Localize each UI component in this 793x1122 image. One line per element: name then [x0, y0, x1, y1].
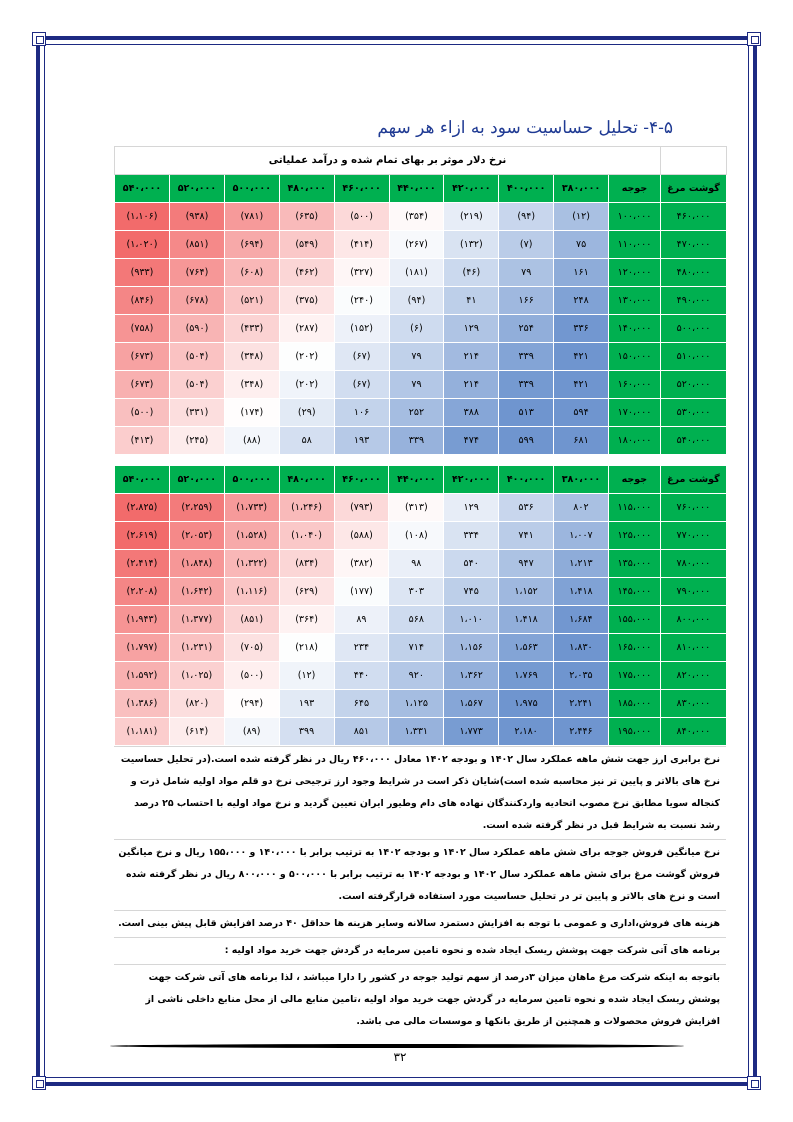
table-cell: (۵۰۰)	[115, 399, 170, 427]
table-cell: (۱،۹۴۳)	[115, 606, 170, 634]
table-cell: (۱۷۴)	[224, 399, 279, 427]
table-cell: ۹۲۰	[389, 662, 444, 690]
table-cell: (۹۳۸)	[170, 203, 225, 231]
table-caption: نرخ دلار موثر بر بهای تمام شده و درآمد عملیاتی	[115, 147, 661, 175]
table-cell: (۲۹)	[279, 399, 334, 427]
table-cell: ۲۵۴	[499, 315, 554, 343]
sensitivity-table-2	[114, 465, 727, 746]
table-cell: (۲۹۴)	[224, 690, 279, 718]
table-cell: (۵۰۴)	[170, 371, 225, 399]
table-row	[115, 634, 727, 662]
table-cell: (۴۱۳)	[115, 427, 170, 455]
corner-ornament	[747, 32, 761, 46]
table-cell: (۳۴۸)	[224, 343, 279, 371]
table-cell: (۷۹۳)	[334, 494, 389, 522]
table-cell: (۹۴)	[499, 203, 554, 231]
row-meat-price: ۵۳۰،۰۰۰	[661, 399, 727, 427]
table-cell: (۱،۷۹۷)	[115, 634, 170, 662]
note-paragraph: باتوجه به اینکه شرکت مرغ ماهان میزان ۳درصد از سهم تولید جوجه در کشور را دارا میباشد ، لذا برنامه های آتی شرکت جهت پوشش ریسک ایجاد شده و نحوه تامین سرمایه در گردش جهت خرید مواد اولیه ،تامین منابع مالی از محل منابع داخلی ناشی از افزایش فروش محصولات و همچنین از طریق بانکها و موسسات مالی می باشد.	[114, 964, 726, 1035]
corner-ornament	[32, 32, 46, 46]
row-chick-price: ۱۵۵،۰۰۰	[608, 606, 660, 634]
table-cell: (۵۲۱)	[224, 287, 279, 315]
column-header: ۴۲۰،۰۰۰	[444, 175, 499, 203]
table-cell: (۵۸۸)	[334, 522, 389, 550]
table-cell: ۳۳۹	[499, 371, 554, 399]
table-cell: (۷۰۵)	[224, 634, 279, 662]
row-meat-price: ۸۳۰،۰۰۰	[660, 690, 726, 718]
table-cell: ۱۰۶	[334, 399, 389, 427]
table-cell: ۲۳۴	[334, 634, 389, 662]
table-cell: (۱،۳۷۷)	[169, 606, 224, 634]
table-cell: ۶۴۵	[334, 690, 389, 718]
table-cell: ۶۸۱	[554, 427, 609, 455]
table-cell: (۶۷۳)	[115, 343, 170, 371]
table-cell: ۱،۱۵۲	[499, 578, 554, 606]
row-chick-price: ۱۶۰،۰۰۰	[609, 371, 661, 399]
table-cell: ۱،۴۱۸	[499, 606, 554, 634]
table-cell: ۱،۳۶۲	[444, 662, 499, 690]
table-row	[115, 399, 727, 427]
table-row	[115, 522, 727, 550]
row-meat-price: ۷۶۰،۰۰۰	[660, 494, 726, 522]
table-cell: ۲۱۴	[444, 371, 499, 399]
table-cell: (۴۶)	[444, 259, 499, 287]
table-cell: (۱،۰۲۰)	[115, 231, 170, 259]
table-cell: ۲،۲۴۱	[554, 690, 609, 718]
corner-ornament	[747, 1076, 761, 1090]
table-cell: (۵۰۰)	[224, 662, 279, 690]
table-cell: (۳۴۸)	[224, 371, 279, 399]
table-cell: ۸۹	[334, 606, 389, 634]
table-row	[115, 371, 727, 399]
table-cell: ۵۸	[279, 427, 334, 455]
table-cell: (۲۰۲)	[279, 371, 334, 399]
table-cell: ۱،۲۱۳	[554, 550, 609, 578]
table-cell: (۳۳۱)	[170, 399, 225, 427]
table-cell: (۱،۰۴۰)	[279, 522, 334, 550]
note-paragraph: نرخ میانگین فروش جوجه برای شش ماهه عملکرد سال ۱۴۰۲ و بودجه ۱۴۰۲ به ترتیب برابر با ۱۴۰،۰۰۰ و ۱۵۵،۰۰۰ ریال و نرخ میانگین فروش گوشت مرغ برای شش ماهه عملکرد سال ۱۴۰۲ و بودجه ۱۴۰۲ به ترتیب برابر با ۵۰۰،۰۰۰ و ۸۰۰،۰۰۰ ریال در نظر گرفته شده است و نرخ های بالاتر و پایین تر در تحلیل حساسیت مورد استفاده قرارگرفته است.	[114, 839, 726, 910]
table-cell: (۸۴۶)	[115, 287, 170, 315]
caption-row	[115, 147, 727, 175]
row-meat-price: ۴۹۰،۰۰۰	[661, 287, 727, 315]
table-cell: (۲۸۷)	[279, 315, 334, 343]
table-cell: ۷۴۱	[499, 522, 554, 550]
column-header: ۴۰۰،۰۰۰	[499, 466, 554, 494]
table-cell: (۹۴)	[389, 287, 444, 315]
table-cell: ۹۸	[389, 550, 444, 578]
table-cell: ۲۴۸	[554, 287, 609, 315]
note-paragraph: هزینه های فروش،اداری و عمومی با توجه به افزایش دستمزد سالانه وسایر هزینه ها حداقل ۴۰ درصد افزایش قابل پیش بینی است.	[114, 910, 726, 937]
column-header: ۴۲۰،۰۰۰	[444, 466, 499, 494]
table-cell: ۵۹۹	[499, 427, 554, 455]
table-cell: (۱،۵۲۸)	[224, 522, 279, 550]
table-cell: (۱،۵۹۲)	[115, 662, 170, 690]
table-cell: ۷۴۵	[444, 578, 499, 606]
table-cell: ۱،۰۰۷	[554, 522, 609, 550]
header-meat: گوشت مرغ	[660, 466, 726, 494]
table-cell: (۱،۳۲۲)	[224, 550, 279, 578]
table-cell: (۱،۷۳۳)	[224, 494, 279, 522]
table-cell: ۱،۷۷۳	[444, 718, 499, 746]
notes-section	[114, 746, 726, 1035]
table-cell: ۴۴۰	[334, 662, 389, 690]
table-cell: ۱،۱۵۶	[444, 634, 499, 662]
table-cell: (۶۷)	[334, 371, 389, 399]
table-cell: (۶۹۴)	[224, 231, 279, 259]
table-cell: ۷۵	[554, 231, 609, 259]
table-cell: (۱۲)	[554, 203, 609, 231]
table-cell: (۵۰۴)	[170, 343, 225, 371]
table-cell: (۲،۲۰۸)	[115, 578, 170, 606]
table-row	[115, 690, 727, 718]
row-chick-price: ۱۶۵،۰۰۰	[608, 634, 660, 662]
table-cell: ۱۲۹	[444, 494, 499, 522]
column-header: ۴۴۰،۰۰۰	[389, 175, 444, 203]
table-cell: (۳۷۵)	[279, 287, 334, 315]
table-cell: (۴۱۴)	[334, 231, 389, 259]
table-cell: ۱۶۶	[499, 287, 554, 315]
table-cell: (۲،۸۲۵)	[115, 494, 170, 522]
row-chick-price: ۱۲۵،۰۰۰	[608, 522, 660, 550]
table-cell: (۶۰۸)	[224, 259, 279, 287]
row-meat-price: ۴۶۰،۰۰۰	[661, 203, 727, 231]
row-meat-price: ۵۴۰،۰۰۰	[661, 427, 727, 455]
row-chick-price: ۱۱۰،۰۰۰	[609, 231, 661, 259]
table-cell: (۱۰۸)	[389, 522, 444, 550]
table-cell: (۲،۴۱۴)	[115, 550, 170, 578]
table-cell: ۳۹۹	[279, 718, 334, 746]
table-cell: ۱،۵۶۳	[499, 634, 554, 662]
table-cell: (۶۷۸)	[170, 287, 225, 315]
row-meat-price: ۸۰۰،۰۰۰	[660, 606, 726, 634]
table-cell: (۶۱۴)	[169, 718, 224, 746]
table-cell: ۳۰۳	[389, 578, 444, 606]
table-cell: ۱۹۳	[334, 427, 389, 455]
table-cell: (۶)	[389, 315, 444, 343]
table-cell: ۵۶۸	[389, 606, 444, 634]
table-cell: ۲،۴۴۶	[554, 718, 609, 746]
table-cell: (۱،۸۴۸)	[169, 550, 224, 578]
table-cell: (۱۷۷)	[334, 578, 389, 606]
table-cell: ۷۱۴	[389, 634, 444, 662]
column-header: ۵۲۰،۰۰۰	[170, 175, 225, 203]
table-row	[115, 203, 727, 231]
table-cell: ۵۱۳	[499, 399, 554, 427]
row-chick-price: ۱۱۵،۰۰۰	[608, 494, 660, 522]
table-cell: ۵۳۶	[499, 494, 554, 522]
table-cell: (۲،۶۱۹)	[115, 522, 170, 550]
row-meat-price: ۵۱۰،۰۰۰	[661, 343, 727, 371]
table-cell: ۲،۱۸۰	[499, 718, 554, 746]
table-row	[115, 494, 727, 522]
column-header: ۳۸۰،۰۰۰	[554, 466, 609, 494]
table-cell: ۴۱	[444, 287, 499, 315]
row-chick-price: ۱۴۵،۰۰۰	[608, 578, 660, 606]
row-chick-price: ۱۳۰،۰۰۰	[609, 287, 661, 315]
row-meat-price: ۷۹۰،۰۰۰	[660, 578, 726, 606]
table-row	[115, 718, 727, 746]
table-cell: (۸۹)	[224, 718, 279, 746]
table-row	[115, 231, 727, 259]
table-cell: (۸۵۱)	[170, 231, 225, 259]
column-header: ۴۰۰،۰۰۰	[499, 175, 554, 203]
table-cell: ۵۴۰	[444, 550, 499, 578]
table-cell: (۱،۲۴۶)	[279, 494, 334, 522]
table-cell: ۸۵۱	[334, 718, 389, 746]
header-row	[115, 466, 727, 494]
column-header: ۴۸۰،۰۰۰	[279, 466, 334, 494]
table-cell: (۱،۲۳۱)	[169, 634, 224, 662]
table-cell: (۱۳۲)	[444, 231, 499, 259]
row-chick-price: ۱۲۰،۰۰۰	[609, 259, 661, 287]
table-row	[115, 259, 727, 287]
table-cell: ۵۹۴	[554, 399, 609, 427]
column-header: ۵۴۰،۰۰۰	[115, 466, 170, 494]
table-cell: (۸۵۱)	[224, 606, 279, 634]
table-cell: (۱۵۲)	[334, 315, 389, 343]
table-cell: ۳۳۶	[554, 315, 609, 343]
row-chick-price: ۱۵۰،۰۰۰	[609, 343, 661, 371]
table-cell: ۱،۵۶۷	[444, 690, 499, 718]
row-meat-price: ۴۷۰،۰۰۰	[661, 231, 727, 259]
note-paragraph: برنامه های آتی شرکت جهت پوشش ریسک ایجاد شده و نحوه تامین سرمایه در گردش جهت خرید مواد اولیه :	[114, 937, 726, 964]
row-meat-price: ۸۲۰،۰۰۰	[660, 662, 726, 690]
table-cell: ۲۵۲	[389, 399, 444, 427]
caption-spacer	[661, 147, 727, 175]
row-meat-price: ۴۸۰،۰۰۰	[661, 259, 727, 287]
table-cell: (۳۸۲)	[334, 550, 389, 578]
table-row	[115, 427, 727, 455]
table-cell: (۶۷)	[334, 343, 389, 371]
table-cell: (۱،۱۰۶)	[115, 203, 170, 231]
table-cell: ۱،۷۶۹	[499, 662, 554, 690]
row-meat-price: ۸۴۰،۰۰۰	[660, 718, 726, 746]
table-cell: ۷۹	[389, 371, 444, 399]
table-cell: (۸۲۰)	[169, 690, 224, 718]
row-meat-price: ۵۲۰،۰۰۰	[661, 371, 727, 399]
table-row	[115, 287, 727, 315]
table-row	[115, 343, 727, 371]
table-cell: ۷۹	[389, 343, 444, 371]
table-row	[115, 550, 727, 578]
table-cell: (۲،۰۵۳)	[169, 522, 224, 550]
table-cell: ۱،۴۱۸	[554, 578, 609, 606]
table-cell: (۷۵۸)	[115, 315, 170, 343]
table-cell: ۴۲۱	[554, 343, 609, 371]
table-cell: (۷۶۴)	[170, 259, 225, 287]
table-row	[115, 662, 727, 690]
column-header: ۴۶۰،۰۰۰	[334, 175, 389, 203]
table-cell: (۲۱۸)	[279, 634, 334, 662]
table-cell: ۷۹	[499, 259, 554, 287]
table-cell: ۳۸۸	[444, 399, 499, 427]
table-cell: (۵۹۰)	[170, 315, 225, 343]
row-chick-price: ۱۹۵،۰۰۰	[608, 718, 660, 746]
table-cell: ۹۴۷	[499, 550, 554, 578]
table-row	[115, 315, 727, 343]
table-cell: ۱۲۹	[444, 315, 499, 343]
table-cell: ۱،۰۱۰	[444, 606, 499, 634]
row-chick-price: ۱۸۵،۰۰۰	[608, 690, 660, 718]
column-header: ۴۶۰،۰۰۰	[334, 466, 389, 494]
table-cell: ۱،۸۳۰	[554, 634, 609, 662]
column-header: ۴۴۰،۰۰۰	[389, 466, 444, 494]
table-cell: (۶۷۳)	[115, 371, 170, 399]
row-meat-price: ۵۰۰،۰۰۰	[661, 315, 727, 343]
column-header: ۵۴۰،۰۰۰	[115, 175, 170, 203]
table-cell: (۶۲۹)	[279, 578, 334, 606]
column-header: ۵۰۰،۰۰۰	[224, 466, 279, 494]
table-cell: ۲،۰۳۵	[554, 662, 609, 690]
row-chick-price: ۱۳۵،۰۰۰	[608, 550, 660, 578]
table-cell: ۲۱۴	[444, 343, 499, 371]
table-cell: (۵۴۹)	[279, 231, 334, 259]
table-row	[115, 578, 727, 606]
row-meat-price: ۸۱۰،۰۰۰	[660, 634, 726, 662]
header-row	[115, 175, 727, 203]
table-cell: ۳۳۹	[389, 427, 444, 455]
row-chick-price: ۱۰۰،۰۰۰	[609, 203, 661, 231]
sensitivity-table-1	[114, 146, 727, 455]
table-cell: ۱۶۱	[554, 259, 609, 287]
row-chick-price: ۱۸۰،۰۰۰	[609, 427, 661, 455]
column-header: ۵۲۰،۰۰۰	[169, 466, 224, 494]
table-cell: ۱،۶۸۴	[554, 606, 609, 634]
table-cell: ۴۲۱	[554, 371, 609, 399]
table-cell: (۸۸)	[224, 427, 279, 455]
row-chick-price: ۱۷۰،۰۰۰	[609, 399, 661, 427]
table-cell: (۸۳۴)	[279, 550, 334, 578]
table-cell: (۱۸۱)	[389, 259, 444, 287]
table-cell: ۱۹۳	[279, 690, 334, 718]
table-cell: ۱،۳۳۱	[389, 718, 444, 746]
row-chick-price: ۱۴۰،۰۰۰	[609, 315, 661, 343]
table-cell: (۱۲)	[279, 662, 334, 690]
table-cell: (۶۳۵)	[279, 203, 334, 231]
table-cell: (۴۶۲)	[279, 259, 334, 287]
table-row	[115, 606, 727, 634]
table-cell: (۳۶۴)	[279, 606, 334, 634]
table-cell: (۳۱۳)	[389, 494, 444, 522]
row-meat-price: ۷۸۰،۰۰۰	[660, 550, 726, 578]
table-cell: (۴۳۳)	[224, 315, 279, 343]
table-cell: (۱،۱۸۱)	[115, 718, 170, 746]
table-cell: ۳۳۹	[499, 343, 554, 371]
table-cell: (۱،۶۴۲)	[169, 578, 224, 606]
table-cell: ۳۳۴	[444, 522, 499, 550]
table-cell: (۲۴۵)	[170, 427, 225, 455]
column-header: ۴۸۰،۰۰۰	[279, 175, 334, 203]
table-cell: (۷)	[499, 231, 554, 259]
table-cell: (۲،۲۵۹)	[169, 494, 224, 522]
header-meat: گوشت مرغ	[661, 175, 727, 203]
header-chick: جوجه	[608, 466, 660, 494]
header-chick: جوجه	[609, 175, 661, 203]
footer-divider	[110, 1044, 684, 1048]
table-cell: (۲۶۷)	[389, 231, 444, 259]
table-cell: ۴۷۴	[444, 427, 499, 455]
column-header: ۳۸۰،۰۰۰	[554, 175, 609, 203]
section-heading: ۴-۵- تحلیل حساسیت سود به ازاء هر سهم	[377, 118, 673, 138]
corner-ornament	[32, 1076, 46, 1090]
table-cell: ۱،۱۲۵	[389, 690, 444, 718]
table-cell: (۷۸۱)	[224, 203, 279, 231]
table-cell: ۸۰۲	[554, 494, 609, 522]
table-cell: (۲۰۲)	[279, 343, 334, 371]
row-chick-price: ۱۷۵،۰۰۰	[608, 662, 660, 690]
table-cell: (۱،۰۲۵)	[169, 662, 224, 690]
column-header: ۵۰۰،۰۰۰	[224, 175, 279, 203]
table-cell: (۱،۱۱۶)	[224, 578, 279, 606]
row-meat-price: ۷۷۰،۰۰۰	[660, 522, 726, 550]
table-cell: (۵۰۰)	[334, 203, 389, 231]
table-cell: (۳۵۴)	[389, 203, 444, 231]
table-cell: (۲۱۹)	[444, 203, 499, 231]
table-cell: (۱،۳۸۶)	[115, 690, 170, 718]
table-cell: (۲۴۰)	[334, 287, 389, 315]
page-number: ۳۲	[393, 1050, 407, 1064]
note-paragraph: نرخ برابری ارز جهت شش ماهه عملکرد سال ۱۴۰۲ و بودجه ۱۴۰۲ معادل ۴۶۰،۰۰۰ ریال در نظر گرفته شده است.(در تحلیل حساسیت نرخ های بالاتر و پایین تر نیز محاسبه شده است)شایان ذکر است در شرایط وجود ارز ترجیحی نرخ دو قلم مواد اولیه شامل ذرت و کنجاله سویا مطابق نرخ مصوب اتحادیه واردکنندگان نهاده های دام وطیور ایران تعیین گردید و نرخ مواد اولیه با احتساب ۲۵ درصد رشد نسبت به شرایط قبل در نظر گرفته شده است.	[114, 746, 726, 839]
table-cell: ۱،۹۷۵	[499, 690, 554, 718]
table-cell: (۹۳۳)	[115, 259, 170, 287]
table-cell: (۳۲۷)	[334, 259, 389, 287]
